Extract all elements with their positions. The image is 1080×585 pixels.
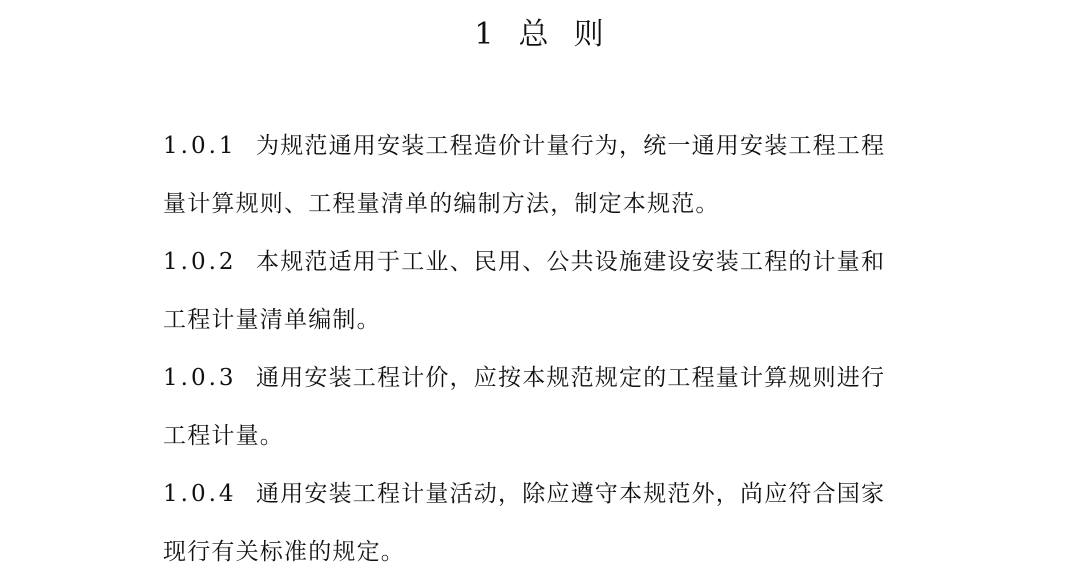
clause-line — [163, 179, 923, 237]
clause-text-continued: 工程计量。 — [163, 423, 284, 449]
clause-number: 1.0.2 — [163, 249, 237, 275]
clause-text: 通用安装工程计价，应按本规范规定的工程量计算规则进行 — [256, 365, 886, 391]
clause-line — [163, 411, 923, 469]
clause-line — [163, 527, 923, 585]
clause-1-0-3 — [163, 353, 923, 469]
clause-text-continued: 量计算规则、工程量清单的编制方法，制定本规范。 — [163, 191, 720, 217]
clause-line — [163, 237, 923, 295]
clause-number: 1.0.3 — [163, 365, 237, 391]
clause-line — [163, 353, 923, 411]
clause-list — [163, 121, 923, 585]
clause-text-continued: 现行有关标准的规定。 — [163, 539, 405, 565]
clause-1-0-1 — [163, 121, 923, 237]
clause-line — [163, 121, 923, 179]
clause-text-continued: 工程计量清单编制。 — [163, 307, 381, 333]
clause-line — [163, 295, 923, 353]
clause-text: 通用安装工程计量活动，除应遵守本规范外，尚应符合国家 — [256, 481, 886, 507]
clause-text: 本规范适用于工业、民用、公共设施建设安装工程的计量和 — [256, 249, 886, 275]
clause-number: 1.0.1 — [163, 133, 237, 159]
chapter-title: 1 总 则 — [474, 17, 606, 52]
clause-1-0-4 — [163, 469, 923, 585]
clause-number: 1.0.4 — [163, 481, 237, 507]
clause-line — [163, 469, 923, 527]
clause-1-0-2 — [163, 237, 923, 353]
clause-text: 为规范通用安装工程造价计量行为，统一通用安装工程工程 — [256, 133, 886, 159]
